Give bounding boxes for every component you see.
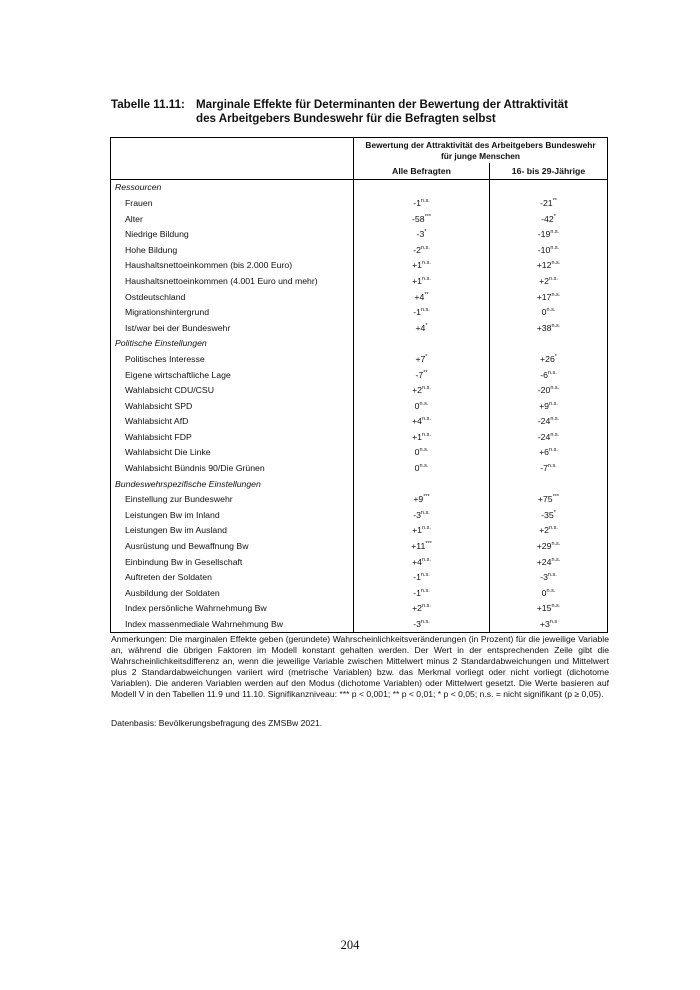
significance-marker: n.s. (547, 463, 557, 470)
value-all (354, 491, 490, 507)
effect-value: +4 (412, 556, 423, 567)
value-all (354, 507, 490, 523)
effect-value: +1 (412, 260, 423, 271)
value-all (354, 429, 490, 445)
effect-value: +1 (412, 275, 423, 286)
effect-value: -42 (541, 213, 554, 224)
value-all (354, 351, 490, 367)
effect-value: -24 (537, 431, 551, 442)
effect-value: +12 (536, 260, 552, 271)
significance-marker: n.s. (551, 541, 561, 548)
value-young (490, 289, 608, 305)
significance-marker: ** (423, 369, 428, 376)
significance-marker: n.s. (420, 619, 430, 626)
effect-value: 0 (414, 447, 420, 458)
section-row (111, 476, 608, 492)
caption-line-2: des Arbeitgebers Bundeswehr für die Befragten selbst (196, 112, 496, 125)
effect-value: +1 (412, 431, 423, 442)
effect-value: +29 (536, 541, 552, 552)
value-all (354, 601, 490, 617)
effect-value: -3 (416, 229, 425, 240)
significance-marker: * (425, 354, 428, 361)
significance-marker: n.s. (551, 260, 561, 267)
value-all (354, 523, 490, 539)
value-young (490, 273, 608, 289)
value-young (490, 195, 608, 211)
value-all (354, 273, 490, 289)
row-label: Ausbildung der Soldaten (111, 585, 354, 601)
value-all (354, 367, 490, 383)
significance-marker: n.s. (422, 556, 431, 563)
effect-value: -58 (412, 213, 425, 224)
value-young (490, 351, 608, 367)
significance-marker: n.s. (547, 369, 557, 376)
value-young (490, 211, 608, 227)
significance-marker: n.s. (422, 432, 431, 438)
significance-marker: n.s. (549, 447, 558, 454)
value-young (490, 429, 608, 445)
row-label: Wahlabsicht FDP (111, 429, 354, 445)
significance-marker: n.s. (422, 260, 431, 267)
value-all (354, 554, 490, 570)
value-all (354, 538, 490, 554)
header-title: Bewertung der Attraktivität des Arbeitgebers Bundeswehr für junge Menschen (365, 140, 596, 161)
significance-marker: *** (424, 213, 431, 220)
section-empty-cell (354, 179, 490, 195)
value-young (490, 585, 608, 601)
row-label: Hohe Bildung (111, 242, 354, 258)
effect-value: +17 (536, 291, 552, 302)
table-row (111, 569, 608, 585)
table-row (111, 491, 608, 507)
section-title: Politische Einstellungen (111, 336, 354, 352)
significance-marker: n.s. (420, 509, 430, 516)
effect-value: -3 (413, 509, 421, 520)
value-young (490, 523, 608, 539)
value-young (490, 569, 608, 585)
effect-value: -7 (415, 369, 424, 380)
table-row (111, 460, 608, 476)
effect-value: +9 (539, 400, 550, 411)
table-row (111, 289, 608, 305)
value-young (490, 616, 608, 632)
page-number: 204 (340, 938, 360, 952)
section-title: Bundeswehrspezifische Einstellungen (111, 476, 354, 492)
effect-value: +2 (412, 385, 423, 396)
effect-value: +11 (411, 541, 426, 552)
results-table (110, 137, 608, 633)
significance-marker: n.s (549, 619, 558, 626)
row-label: Wahlabsicht AfD (111, 414, 354, 430)
row-label: Index massenmediale Wahrnehmung Bw (111, 616, 354, 632)
table-row (111, 195, 608, 211)
value-all (354, 382, 490, 398)
effect-value: +75 (537, 494, 553, 505)
value-young (490, 507, 608, 523)
row-label: Haushaltsnettoeinkommen (bis 2.000 Euro) (111, 258, 354, 274)
significance-marker: n.s. (551, 603, 561, 610)
significance-marker: * (554, 354, 557, 361)
value-all (354, 616, 490, 632)
value-all (354, 242, 490, 258)
significance-marker: n.s. (549, 276, 558, 283)
effect-value: -1 (413, 307, 421, 318)
significance-marker: * (553, 509, 556, 516)
value-all (354, 304, 490, 320)
effect-value: -1 (413, 572, 421, 583)
section-empty-cell (490, 476, 608, 492)
table-notes: Anmerkungen: Die marginalen Effekte geben (gerundete) Wahrscheinlichkeitsveränderungen (in Prozent) für die jeweilige Variable an, während die übrigen Faktoren im Modell konstant gehalten werden. Der Wert in der entsprechenden Zeile gibt die Wahrscheinlichkeitsdifferenz an, wenn die jeweilige Variable zwischen Mittelwert minus 2 Standardabweichungen und Mittelwert plus 2 Standardabweichungen variiert wird (metrische Variablen) bzw. das Merkmal vorliegt oder nicht vorliegt (dichotome Variablen). Die anderen Variablen werden auf den Modus (dichotome Variablen) oder Mittelwert gesetzt. Die Werte basieren auf Modell V in den Tabellen 11.9 und 11.10. Signifikanzniveau: *** p < 0,001; ** p < 0,01; * p < 0,05; n.s. = nicht signifikant (p ≥ 0,05). (111, 634, 609, 699)
value-all (354, 569, 490, 585)
value-young (490, 460, 608, 476)
effect-value: +7 (415, 353, 426, 364)
table-row (111, 429, 608, 445)
row-label: Einbindung Bw in Gesellschaft (111, 554, 354, 570)
effect-value: +4 (412, 416, 423, 427)
row-label: Alter (111, 211, 354, 227)
effect-value: +3 (539, 619, 550, 630)
table-row (111, 507, 608, 523)
significance-marker: ** (424, 291, 429, 298)
effect-value: -7 (540, 463, 548, 474)
row-label: Eigene wirtschaftliche Lage (111, 367, 354, 383)
section-empty-cell (490, 336, 608, 352)
significance-marker: n.s. (422, 416, 431, 423)
value-young (490, 414, 608, 430)
value-young (490, 304, 608, 320)
table-row (111, 616, 608, 632)
value-young (490, 242, 608, 258)
value-young (490, 398, 608, 414)
section-row (111, 336, 608, 352)
effect-value: +4 (415, 322, 426, 333)
value-young (490, 554, 608, 570)
table-row (111, 242, 608, 258)
significance-marker: n.s. (422, 385, 431, 392)
effect-value: +4 (414, 291, 425, 302)
effect-value: -6 (540, 369, 548, 380)
value-young (490, 538, 608, 554)
significance-marker: n.s. (422, 276, 431, 283)
table-caption (111, 98, 601, 126)
table-row (111, 382, 608, 398)
table-row (111, 601, 608, 617)
value-all (354, 320, 490, 336)
significance-marker: *** (552, 494, 560, 501)
effect-value: +2 (412, 603, 423, 614)
effect-value: +15 (536, 603, 552, 614)
effect-value: -10 (537, 244, 551, 255)
value-all (354, 414, 490, 430)
significance-marker: n.s. (549, 400, 558, 407)
row-label: Einstellung zur Bundeswehr (111, 491, 354, 507)
effect-value: 0 (541, 587, 547, 598)
section-empty-cell (490, 179, 608, 195)
row-label: Haushaltsnettoeinkommen (4.001 Euro und mehr) (111, 273, 354, 289)
value-all (354, 585, 490, 601)
effect-value: 0 (541, 307, 547, 318)
value-young (490, 601, 608, 617)
significance-marker: n.s. (547, 572, 557, 579)
significance-marker: n.s. (550, 244, 560, 251)
value-all (354, 398, 490, 414)
effect-value: +6 (539, 447, 550, 458)
effect-value: -1 (413, 587, 421, 598)
header-empty-cell-2 (111, 163, 354, 179)
table-row (111, 320, 608, 336)
significance-marker: n.s. (550, 385, 560, 392)
row-label: Migrationshintergrund (111, 304, 354, 320)
row-label: Ist/war bei der Bundeswehr (111, 320, 354, 336)
section-empty-cell (354, 336, 490, 352)
significance-marker: n.s. (420, 307, 430, 314)
effect-value: +26 (540, 353, 555, 364)
table-row (111, 258, 608, 274)
significance-marker: n.s. (550, 229, 560, 236)
row-label: Auftreten der Soldaten (111, 569, 354, 585)
significance-marker: n.s. (551, 322, 561, 329)
value-all (354, 289, 490, 305)
effect-value: +2 (539, 525, 550, 536)
table-row (111, 538, 608, 554)
table-row (111, 367, 608, 383)
significance-marker: * (424, 229, 427, 236)
effect-value: -21 (540, 197, 553, 208)
value-young (490, 367, 608, 383)
table-row (111, 351, 608, 367)
significance-marker: n.s. (419, 447, 429, 454)
significance-marker: n.s. (420, 572, 430, 579)
significance-marker: n.s. (551, 291, 561, 298)
caption-line-1: Marginale Effekte für Determinanten der Bewertung der Attraktivität (196, 98, 568, 111)
table-row (111, 523, 608, 539)
value-young (490, 382, 608, 398)
value-young (490, 226, 608, 242)
value-all (354, 445, 490, 461)
table-row (111, 398, 608, 414)
significance-marker: n.s. (422, 603, 431, 610)
significance-marker: n.s. (419, 400, 429, 407)
section-empty-cell (354, 476, 490, 492)
header-empty-cell (111, 138, 354, 164)
significance-marker: ** (552, 198, 557, 205)
value-all (354, 195, 490, 211)
value-young (490, 320, 608, 336)
row-label: Ostdeutschland (111, 289, 354, 305)
table-row (111, 273, 608, 289)
value-all (354, 211, 490, 227)
table-row (111, 414, 608, 430)
effect-value: -20 (537, 385, 551, 396)
value-young (490, 445, 608, 461)
section-title: Ressourcen (111, 179, 354, 195)
significance-marker: n.s. (549, 525, 558, 532)
table-row (111, 445, 608, 461)
row-label: Politisches Interesse (111, 351, 354, 367)
value-all (354, 460, 490, 476)
effect-value: +1 (412, 525, 423, 536)
row-label: Index persönliche Wahrnehmung Bw (111, 601, 354, 617)
effect-value: -2 (413, 244, 421, 255)
effect-value: -24 (537, 416, 551, 427)
section-row (111, 179, 608, 195)
significance-marker: n.s. (550, 432, 560, 438)
effect-value: -1 (413, 197, 421, 208)
significance-marker: * (553, 213, 556, 220)
row-label: Leistungen Bw im Inland (111, 507, 354, 523)
row-label: Wahlabsicht CDU/CSU (111, 382, 354, 398)
significance-marker: n.s. (550, 416, 560, 423)
value-all (354, 226, 490, 242)
effect-value: -3 (413, 619, 421, 630)
row-label: Frauen (111, 195, 354, 211)
significance-marker: n.s. (420, 587, 430, 594)
row-label: Niedrige Bildung (111, 226, 354, 242)
value-all (354, 258, 490, 274)
row-label: Ausrüstung und Bewaffnung Bw (111, 538, 354, 554)
significance-marker: n.s. (420, 198, 430, 205)
effect-value: +38 (536, 322, 552, 333)
caption-number: Tabelle 11.11: (111, 98, 185, 111)
table-row (111, 554, 608, 570)
significance-marker: n.s. (419, 463, 429, 470)
significance-marker: n.s. (420, 244, 430, 251)
data-source: Datenbasis: Bevölkerungsbefragung des ZMSBw 2021. (111, 718, 323, 728)
significance-marker: n.s. (546, 587, 556, 594)
effect-value: -19 (537, 229, 551, 240)
significance-marker: *** (425, 541, 432, 548)
significance-marker: n.s. (551, 556, 561, 563)
effect-value: +24 (536, 556, 552, 567)
effect-value: 0 (414, 400, 420, 411)
value-young (490, 491, 608, 507)
effect-value: +9 (413, 494, 424, 505)
table-row (111, 585, 608, 601)
table-row (111, 226, 608, 242)
column-header-all: Alle Befragten (354, 163, 490, 179)
row-label: Wahlabsicht Bündnis 90/Die Grünen (111, 460, 354, 476)
table-row (111, 304, 608, 320)
effect-value: -3 (540, 572, 548, 583)
column-header-young: 16- bis 29-Jährige (490, 163, 608, 179)
value-young (490, 258, 608, 274)
row-label: Wahlabsicht Die Linke (111, 445, 354, 461)
row-label: Leistungen Bw im Ausland (111, 523, 354, 539)
significance-marker: n.s. (422, 525, 431, 532)
effect-value: 0 (414, 463, 420, 474)
table-row (111, 211, 608, 227)
row-label: Wahlabsicht SPD (111, 398, 354, 414)
effect-value: +2 (539, 275, 550, 286)
significance-marker: *** (423, 494, 430, 501)
significance-marker: * (425, 322, 428, 329)
significance-marker: n.s. (546, 307, 556, 314)
effect-value: -35 (541, 509, 554, 520)
